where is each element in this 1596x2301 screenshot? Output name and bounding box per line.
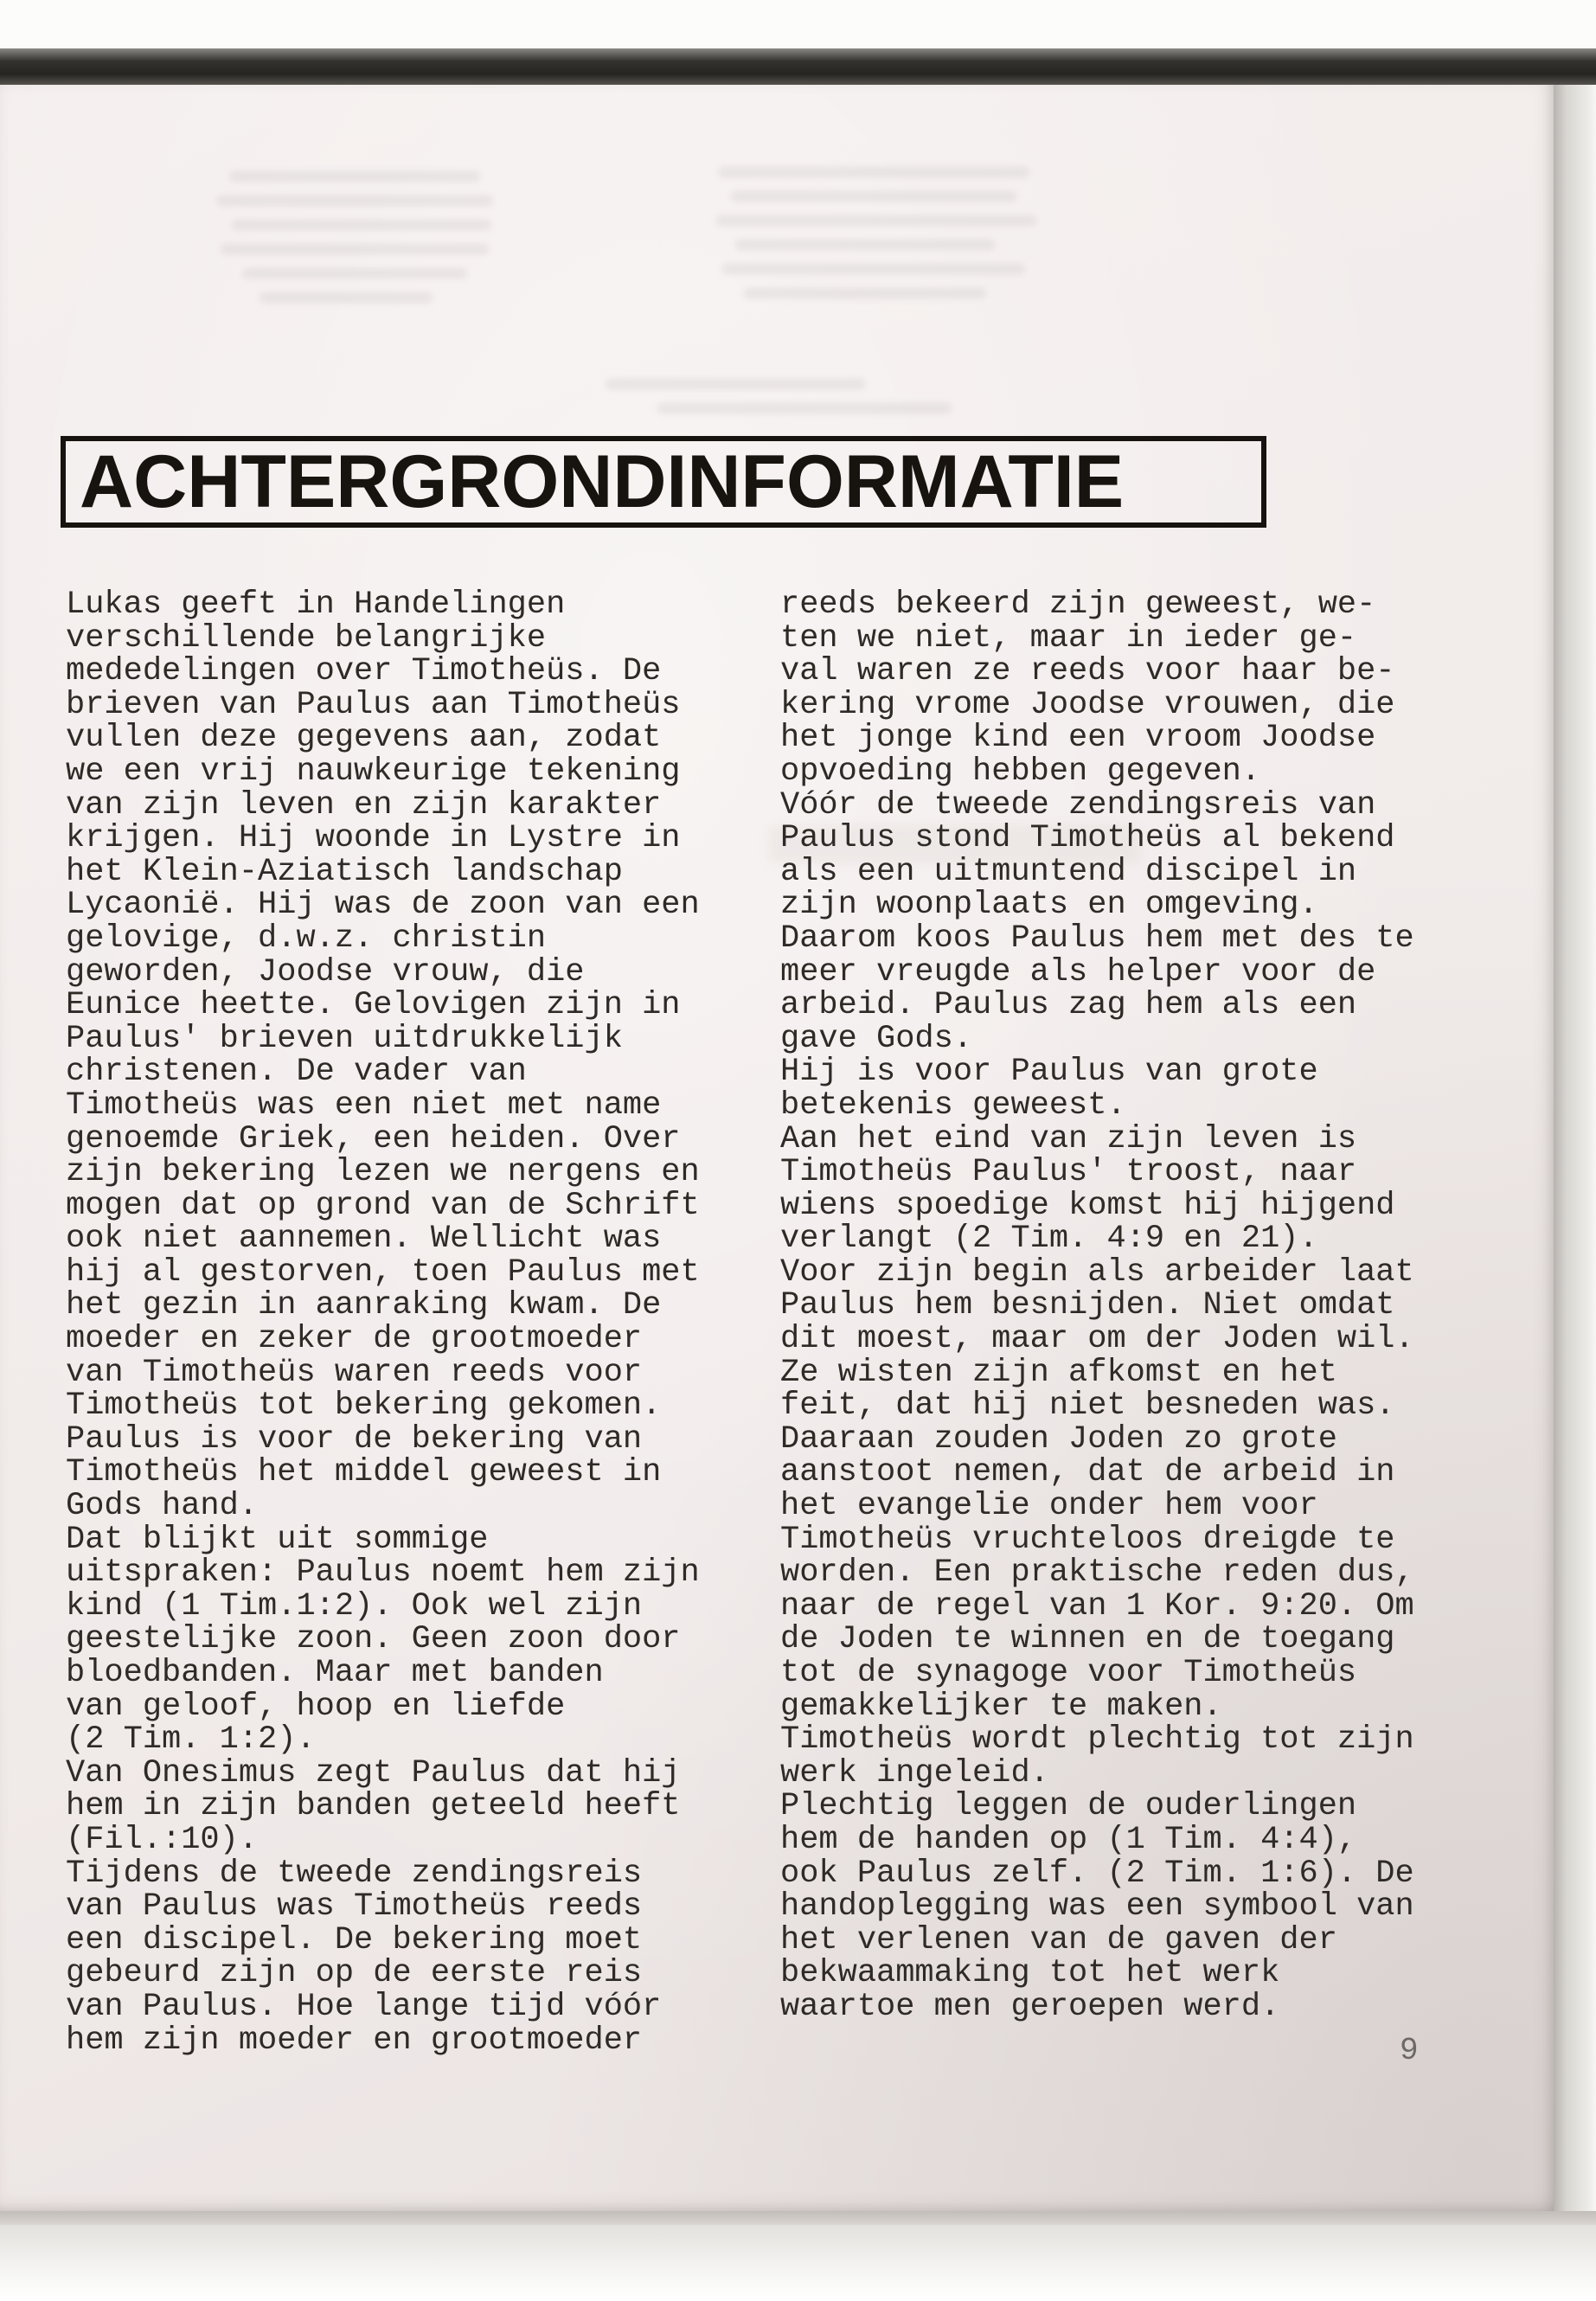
text-line: het verlenen van de gaven der bbox=[780, 1921, 1337, 1958]
text-line: mededelingen over Timotheüs. De bbox=[66, 653, 662, 690]
text-line: we een vrij nauwkeurige tekening bbox=[66, 753, 681, 790]
text-line: opvoeding hebben gegeven. bbox=[780, 753, 1261, 790]
text-line: ook Paulus zelf. (2 Tim. 1:6). De bbox=[780, 1855, 1414, 1892]
text-line: kind (1 Tim.1:2). Ook wel zijn bbox=[66, 1587, 643, 1625]
text-line: hem zijn moeder en grootmoeder bbox=[66, 2022, 643, 2059]
text-line: werk ingeleid. bbox=[780, 1754, 1049, 1791]
text-line: val waren ze reeds voor haar be- bbox=[780, 653, 1395, 690]
text-line: verlangt (2 Tim. 4:9 en 21). bbox=[780, 1221, 1318, 1258]
text-line: handoplegging was een symbool van bbox=[780, 1888, 1414, 1926]
scanner-background-right bbox=[1554, 85, 1596, 2218]
text-line: bekwaammaking tot het werk bbox=[780, 1955, 1280, 1992]
text-line: van Paulus was Timotheüs reeds bbox=[66, 1888, 643, 1926]
text-line: hij al gestorven, toen Paulus met bbox=[66, 1253, 700, 1291]
text-line: gemakkelijker te maken. bbox=[780, 1688, 1222, 1725]
page-bottom-edge-shadow bbox=[0, 2211, 1596, 2225]
bleed-through-mark bbox=[242, 268, 467, 279]
bleed-through-mark bbox=[716, 215, 1036, 226]
text-line: geworden, Joodse vrouw, die bbox=[66, 953, 585, 990]
text-line: Timotheüs tot bekering gekomen. bbox=[66, 1388, 662, 1425]
right-text-column bbox=[780, 588, 1464, 2024]
bleed-through-mark bbox=[718, 167, 1029, 177]
text-line: (Fil.:10). bbox=[66, 1821, 259, 1858]
text-line: dit moest, maar om der Joden wil. bbox=[780, 1321, 1414, 1358]
bleed-through-mark bbox=[735, 240, 995, 250]
text-line: feit, dat hij niet besneden was. bbox=[780, 1388, 1395, 1425]
text-line: kering vrome Joodse vrouwen, die bbox=[780, 686, 1395, 723]
text-line: mogen dat op grond van de Schrift bbox=[66, 1187, 700, 1224]
left-text-column bbox=[66, 588, 749, 2057]
page-number: 9 bbox=[1400, 2033, 1419, 2068]
text-line: Paulus stond Timotheüs al bekend bbox=[780, 820, 1395, 857]
text-line: het evangelie onder hem voor bbox=[780, 1488, 1318, 1525]
text-line: als een uitmuntend discipel in bbox=[780, 853, 1357, 890]
bleed-through-mark bbox=[221, 244, 489, 254]
text-line: Timotheüs wordt plechtig tot zijn bbox=[780, 1721, 1414, 1759]
text-line: het gezin in aanraking kwam. De bbox=[66, 1287, 662, 1324]
text-line: ten we niet, maar in ieder ge- bbox=[780, 619, 1357, 657]
scanner-background-bottom bbox=[0, 2225, 1596, 2301]
text-line: geestelijke zoon. Geen zoon door bbox=[66, 1621, 681, 1658]
text-line: Timotheüs was een niet met name bbox=[66, 1086, 662, 1124]
text-line: Timotheüs het middel geweest in bbox=[66, 1454, 662, 1491]
text-line: van Paulus. Hoe lange tijd vóór bbox=[66, 1988, 662, 2025]
text-line: een discipel. De bekering moet bbox=[66, 1921, 643, 1958]
text-line: moeder en zeker de grootmoeder bbox=[66, 1321, 643, 1358]
bleed-through-mark bbox=[216, 195, 493, 206]
scanned-document-page bbox=[0, 85, 1554, 2211]
bleed-through-mark bbox=[229, 171, 480, 182]
bleed-through-mark bbox=[722, 264, 1025, 274]
text-line: Gods hand. bbox=[66, 1488, 259, 1525]
text-line: zijn bekering lezen we nergens en bbox=[66, 1154, 700, 1191]
text-line: naar de regel van 1 Kor. 9:20. Om bbox=[780, 1587, 1414, 1625]
bleed-through-mark bbox=[232, 220, 491, 230]
text-line: betekenis geweest. bbox=[780, 1086, 1126, 1124]
text-line: (2 Tim. 1:2). bbox=[66, 1721, 316, 1759]
text-line: Voor zijn begin als arbeider laat bbox=[780, 1253, 1414, 1291]
bleed-through-mark bbox=[260, 292, 433, 303]
text-line: brieven van Paulus aan Timotheüs bbox=[66, 686, 681, 723]
text-line: van Timotheüs waren reeds voor bbox=[66, 1354, 643, 1391]
text-line: wiens spoedige komst hij hijgend bbox=[780, 1187, 1395, 1224]
bleed-through-mark bbox=[606, 379, 865, 389]
text-line: de Joden te winnen en de toegang bbox=[780, 1621, 1395, 1658]
text-line: Aan het eind van zijn leven is bbox=[780, 1120, 1357, 1157]
text-line: krijgen. Hij woonde in Lystre in bbox=[66, 820, 681, 857]
text-line: ook niet aannemen. Wellicht was bbox=[66, 1221, 662, 1258]
scanner-background-top bbox=[0, 0, 1596, 48]
text-line: van geloof, hoop en liefde bbox=[66, 1688, 566, 1725]
text-line: reeds bekeerd zijn geweest, we- bbox=[780, 586, 1376, 623]
page-title: ACHTERGRONDINFORMATIE bbox=[80, 440, 1125, 523]
text-line: Plechtig leggen de ouderlingen bbox=[780, 1788, 1357, 1825]
text-line: gave Gods. bbox=[780, 1020, 973, 1057]
text-line: genoemde Griek, een heiden. Over bbox=[66, 1120, 681, 1157]
text-line: Eunice heette. Gelovigen zijn in bbox=[66, 987, 681, 1024]
text-line: worden. Een praktische reden dus, bbox=[780, 1554, 1414, 1592]
text-line: Paulus is voor de bekering van bbox=[66, 1420, 643, 1458]
bleed-through-mark bbox=[744, 288, 986, 298]
text-line: hem in zijn banden geteeld heeft bbox=[66, 1788, 681, 1825]
text-line: Lukas geeft in Handelingen bbox=[66, 586, 566, 623]
text-line: Tijdens de tweede zendingsreis bbox=[66, 1855, 643, 1892]
text-line: christenen. De vader van bbox=[66, 1054, 527, 1091]
text-line: Hij is voor Paulus van grote bbox=[780, 1054, 1318, 1091]
text-line: Timotheüs vruchteloos dreigde te bbox=[780, 1521, 1395, 1558]
text-line: tot de synagoge voor Timotheüs bbox=[780, 1655, 1357, 1691]
text-line: vullen deze gegevens aan, zodat bbox=[66, 720, 662, 757]
text-line: uitspraken: Paulus noemt hem zijn bbox=[66, 1554, 700, 1592]
text-line: gebeurd zijn op de eerste reis bbox=[66, 1955, 643, 1992]
bleed-through-mark bbox=[657, 403, 952, 413]
text-line: Van Onesimus zegt Paulus dat hij bbox=[66, 1754, 681, 1791]
text-line: het Klein-Aziatisch landschap bbox=[66, 853, 623, 890]
text-line: Timotheüs Paulus' troost, naar bbox=[780, 1154, 1357, 1191]
page-top-edge-shadow bbox=[0, 48, 1596, 85]
text-line: meer vreugde als helper voor de bbox=[780, 953, 1376, 990]
text-line: arbeid. Paulus zag hem als een bbox=[780, 987, 1357, 1024]
article-title-box bbox=[61, 436, 1266, 528]
text-line: Dat blijkt uit sommige bbox=[66, 1521, 489, 1558]
text-line: verschillende belangrijke bbox=[66, 619, 547, 657]
text-line: bloedbanden. Maar met banden bbox=[66, 1655, 604, 1691]
text-line: Paulus hem besnijden. Niet omdat bbox=[780, 1287, 1395, 1324]
text-line: waartoe men geroepen werd. bbox=[780, 1988, 1280, 2025]
text-line: Daaraan zouden Joden zo grote bbox=[780, 1420, 1337, 1458]
text-line: Vóór de tweede zendingsreis van bbox=[780, 786, 1376, 824]
text-line: hem de handen op (1 Tim. 4:4), bbox=[780, 1821, 1357, 1858]
text-line: Lycaonië. Hij was de zoon van een bbox=[66, 887, 700, 924]
bleed-through-mark bbox=[731, 191, 1016, 202]
text-line: het jonge kind een vroom Joodse bbox=[780, 720, 1376, 757]
text-line: gelovige, d.w.z. christin bbox=[66, 920, 547, 957]
text-line: zijn woonplaats en omgeving. bbox=[780, 887, 1318, 924]
text-line: Ze wisten zijn afkomst en het bbox=[780, 1354, 1337, 1391]
text-line: van zijn leven en zijn karakter bbox=[66, 786, 662, 824]
text-line: aanstoot nemen, dat de arbeid in bbox=[780, 1454, 1395, 1491]
text-line: Daarom koos Paulus hem met des te bbox=[780, 920, 1414, 957]
text-line: Paulus' brieven uitdrukkelijk bbox=[66, 1020, 623, 1057]
